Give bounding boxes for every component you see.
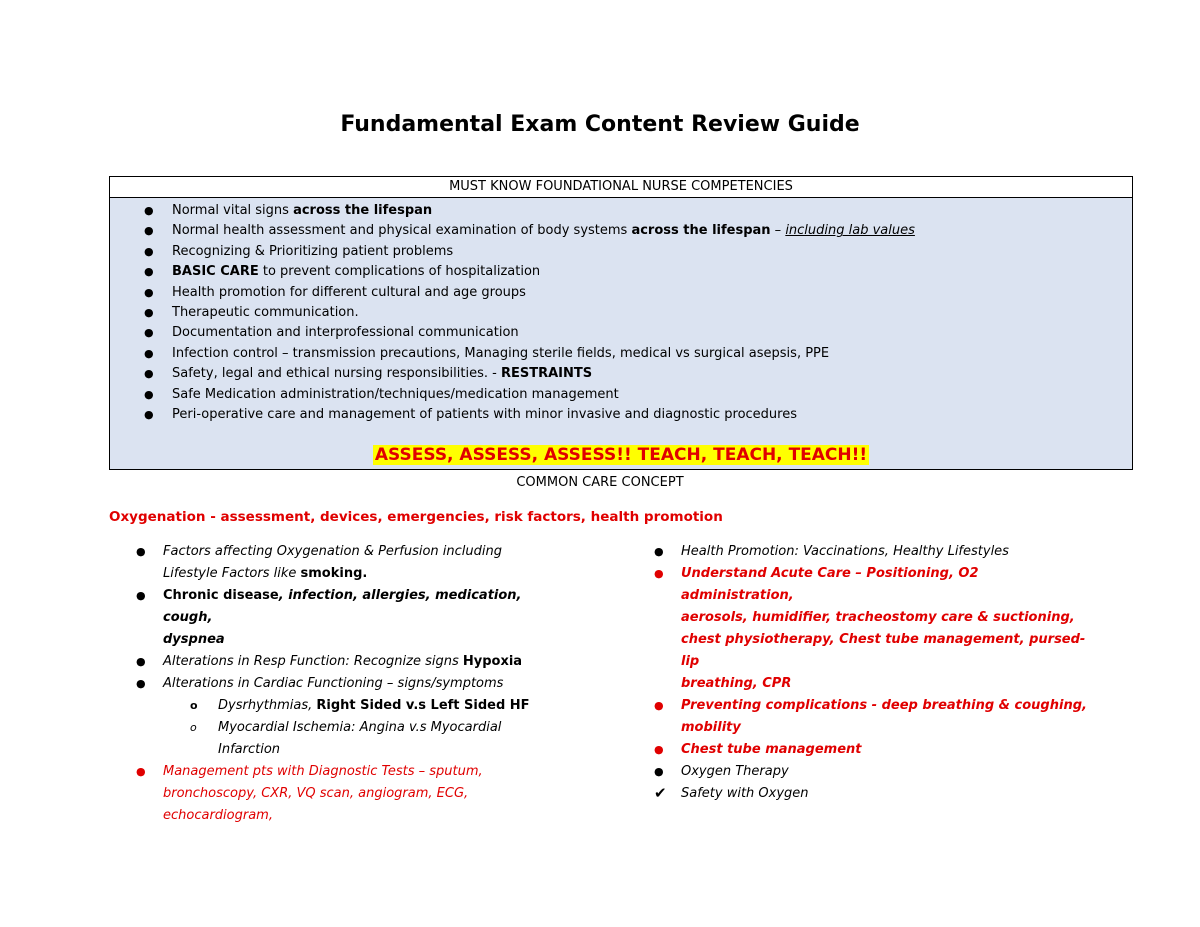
list-item: ● BASIC CARE to prevent complications of hospitalization <box>110 262 1132 282</box>
bullet-o-icon: o <box>190 699 198 712</box>
bullet-icon: ● <box>136 545 146 558</box>
oxygenation-left-list <box>134 541 564 827</box>
bullet-icon: ● <box>136 655 146 668</box>
competencies-box <box>109 176 1133 470</box>
slogan-text: ASSESS, ASSESS, ASSESS!! TEACH, TEACH, TEACH!! <box>374 445 868 465</box>
list-item: ● Normal health assessment and physical examination of body systems across the lifespan – including lab values <box>110 221 1132 241</box>
list-item: ● Chronic disease, infection, allergies, medication, cough, dyspnea <box>134 585 564 651</box>
bullet-icon: ● <box>144 285 154 299</box>
bullet-icon: ● <box>136 765 146 778</box>
bullet-icon: ● <box>144 387 154 401</box>
list-item: ● Safe Medication administration/techniques/medication management <box>110 385 1132 405</box>
list-item: ● Normal vital signs across the lifespan <box>110 201 1132 221</box>
list-item: ● Alterations in Resp Function: Recognize signs Hypoxia <box>134 651 564 673</box>
bullet-icon: ● <box>144 367 154 381</box>
list-item: ● Factors affecting Oxygenation & Perfusion including Lifestyle Factors like smoking. <box>134 541 564 585</box>
page-title: Fundamental Exam Content Review Guide <box>340 112 860 137</box>
bullet-icon: ● <box>144 244 154 258</box>
list-item: ● Infection control – transmission precautions, Managing sterile fields, medical vs surgical asepsis, PPE <box>110 344 1132 364</box>
checkmark-icon: ✔ <box>654 784 667 802</box>
bullet-icon: ● <box>654 699 664 712</box>
bullet-icon: ● <box>654 765 664 778</box>
list-item: ● Alterations in Cardiac Functioning – signs/symptoms <box>134 673 564 695</box>
list-item: ● Documentation and interprofessional communication <box>110 323 1132 343</box>
list-item: ✔ Safety with Oxygen <box>654 784 809 802</box>
list-item: ● Preventing complications - deep breathing & coughing, mobility <box>652 695 1092 739</box>
bullet-icon: ● <box>136 677 146 690</box>
bullet-icon: ● <box>136 589 146 602</box>
list-item: ● Therapeutic communication. <box>110 303 1132 323</box>
list-item: o Dysrhythmias, Right Sided v.s Left Sided HF <box>134 695 564 717</box>
list-item: ● Peri-operative care and management of patients with minor invasive and diagnostic procedures <box>110 405 1132 425</box>
list-item: ● Management pts with Diagnostic Tests – sputum, bronchoscopy, CXR, VQ scan, angiogram, ECG, echocardiogram, <box>134 761 564 827</box>
common-care-heading: COMMON CARE CONCEPT <box>516 475 684 490</box>
oxygenation-right-list <box>652 541 1092 805</box>
bullet-icon: ● <box>144 224 154 238</box>
bullet-icon: ● <box>654 545 664 558</box>
bullet-icon: ● <box>144 407 154 421</box>
bullet-o-icon: o <box>190 721 197 734</box>
bullet-icon: ● <box>144 346 154 360</box>
bullet-icon: ● <box>144 265 154 279</box>
oxygenation-heading: Oxygenation - assessment, devices, emergencies, risk factors, health promotion <box>109 509 723 525</box>
competencies-header: MUST KNOW FOUNDATIONAL NURSE COMPETENCIES <box>110 177 1132 198</box>
list-item: ● Health Promotion: Vaccinations, Healthy Lifestyles <box>652 541 1092 563</box>
bullet-icon: ● <box>144 305 154 319</box>
list-item: ● Oxygen Therapy <box>652 761 1092 783</box>
bullet-icon: ● <box>144 326 154 340</box>
list-item: ● Safety, legal and ethical nursing responsibilities. - RESTRAINTS <box>110 364 1132 384</box>
list-item: ● Recognizing & Prioritizing patient problems <box>110 242 1132 262</box>
list-item: o Myocardial Ischemia: Angina v.s Myocardial Infarction <box>134 717 564 761</box>
list-item: ● Chest tube management <box>652 739 1092 761</box>
list-item: ● Health promotion for different cultural and age groups <box>110 283 1132 303</box>
list-item: ● Understand Acute Care – Positioning, O2 administration, aerosols, humidifier, tracheostomy care & suctioning, chest physiotherapy, Chest tube management, pursed-lip breathing, CPR <box>652 563 1092 695</box>
bullet-icon: ● <box>654 567 664 580</box>
bullet-icon: ● <box>654 743 664 756</box>
competencies-list <box>110 201 1132 425</box>
slogan <box>110 445 1132 465</box>
bullet-icon: ● <box>144 204 154 217</box>
